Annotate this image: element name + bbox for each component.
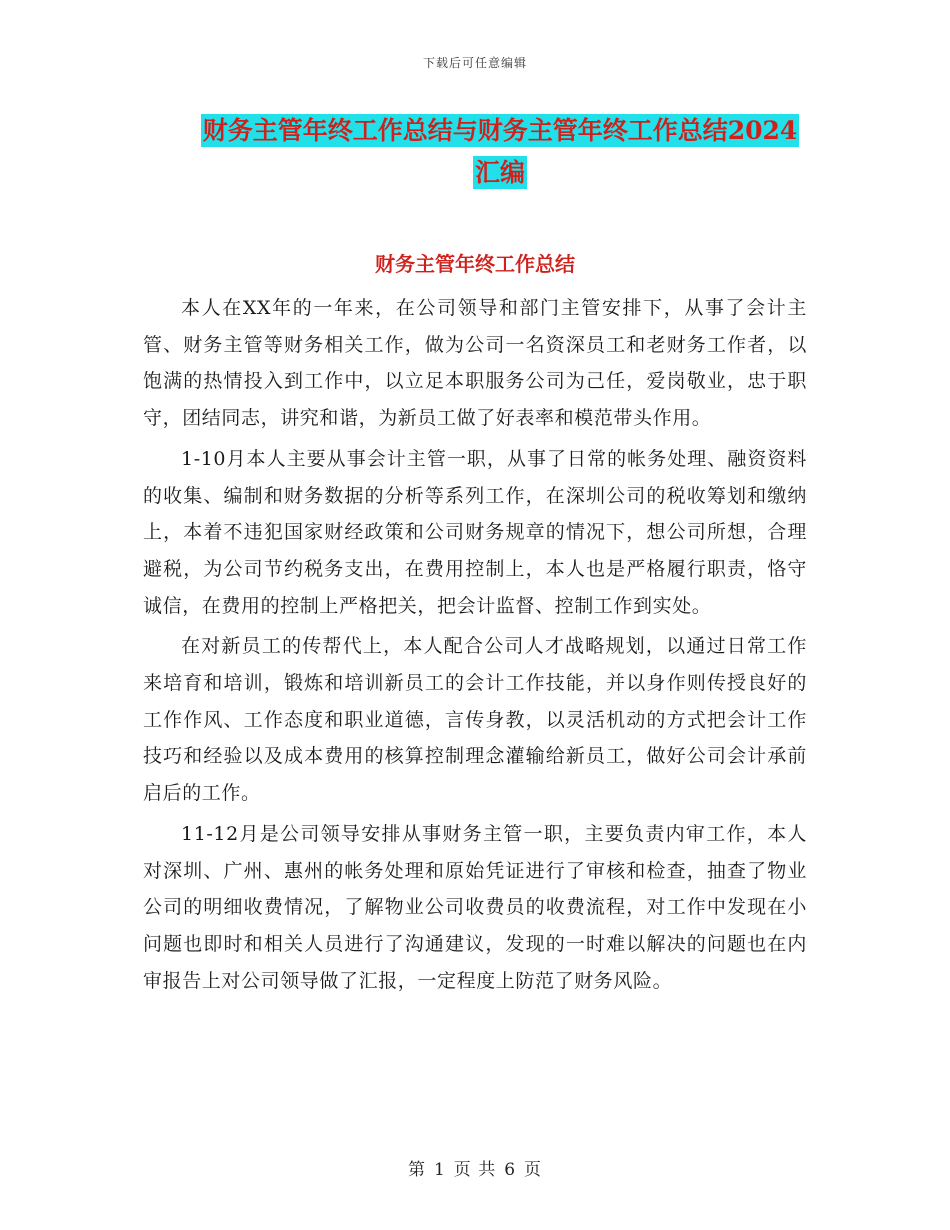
header-note: 下载后可任意编辑 [422,56,527,70]
footer-suffix: 页 [524,1160,543,1180]
paragraph-3: 在对新员工的传帮代上，本人配合公司人才战略规划，以通过日常工作来培育和培训，锻炼和培训新员工的会计工作技能，并以身作则传授良好的工作作风、工作态度和职业道德，言传身教，以灵活机动的方式把会计工作技巧和经验以及成本费用的核算控制理念灌输给新员工，做好公司会计承前启后的工作。 [143,635,807,805]
footer-page-number: 1 [433,1160,446,1180]
document-title [190,110,810,194]
section-heading: 财务主管年终工作总结 [375,252,575,276]
footer-total-pages: 6 [504,1160,517,1180]
title-line-1: 财务主管年终工作总结与财务主管年终工作总结2024 [202,116,798,145]
page-footer [0,1155,950,1180]
paragraph-2: 1-10月本人主要从事会计主管一职，从事了日常的帐务处理、融资资料的收集、编制和财务数据的分析等系列工作，在深圳公司的税收筹划和缴纳上，本着不违犯国家财经政策和公司财务规章的情况下，想公司所想，合理避税，为公司节约税务支出，在费用控制上，本人也是严格履行职责，恪守诚信，在费用的控制上严格把关，把会计监督、控制工作到实处。 [143,447,807,617]
title-line-2: 汇编 [474,158,525,187]
footer-mid: 页 共 [453,1160,497,1180]
footer-prefix: 第 [407,1160,426,1180]
body-text [143,290,807,1003]
paragraph-1: 本人在XX年的一年来，在公司领导和部门主管安排下，从事了会计主管、财务主管等财务相关工作，做为公司一名资深员工和老财务工作者，以饱满的热情投入到工作中，以立足本职服务公司为己任，爱岗敬业，忠于职守，团结同志，讲究和谐，为新员工做了好表率和模范带头作用。 [143,297,807,430]
paragraph-4: 11-12月是公司领导安排从事财务主管一职，主要负责内审工作，本人对深圳、广州、惠州的帐务处理和原始凭证进行了审核和检查，抽查了物业公司的明细收费情况，了解物业公司收费员的收费流程，对工作中发现在小问题也即时和相关人员进行了沟通建议，发现的一时难以解决的问题也在内审报告上对公司领导做了汇报，一定程度上防范了财务风险。 [143,822,807,992]
